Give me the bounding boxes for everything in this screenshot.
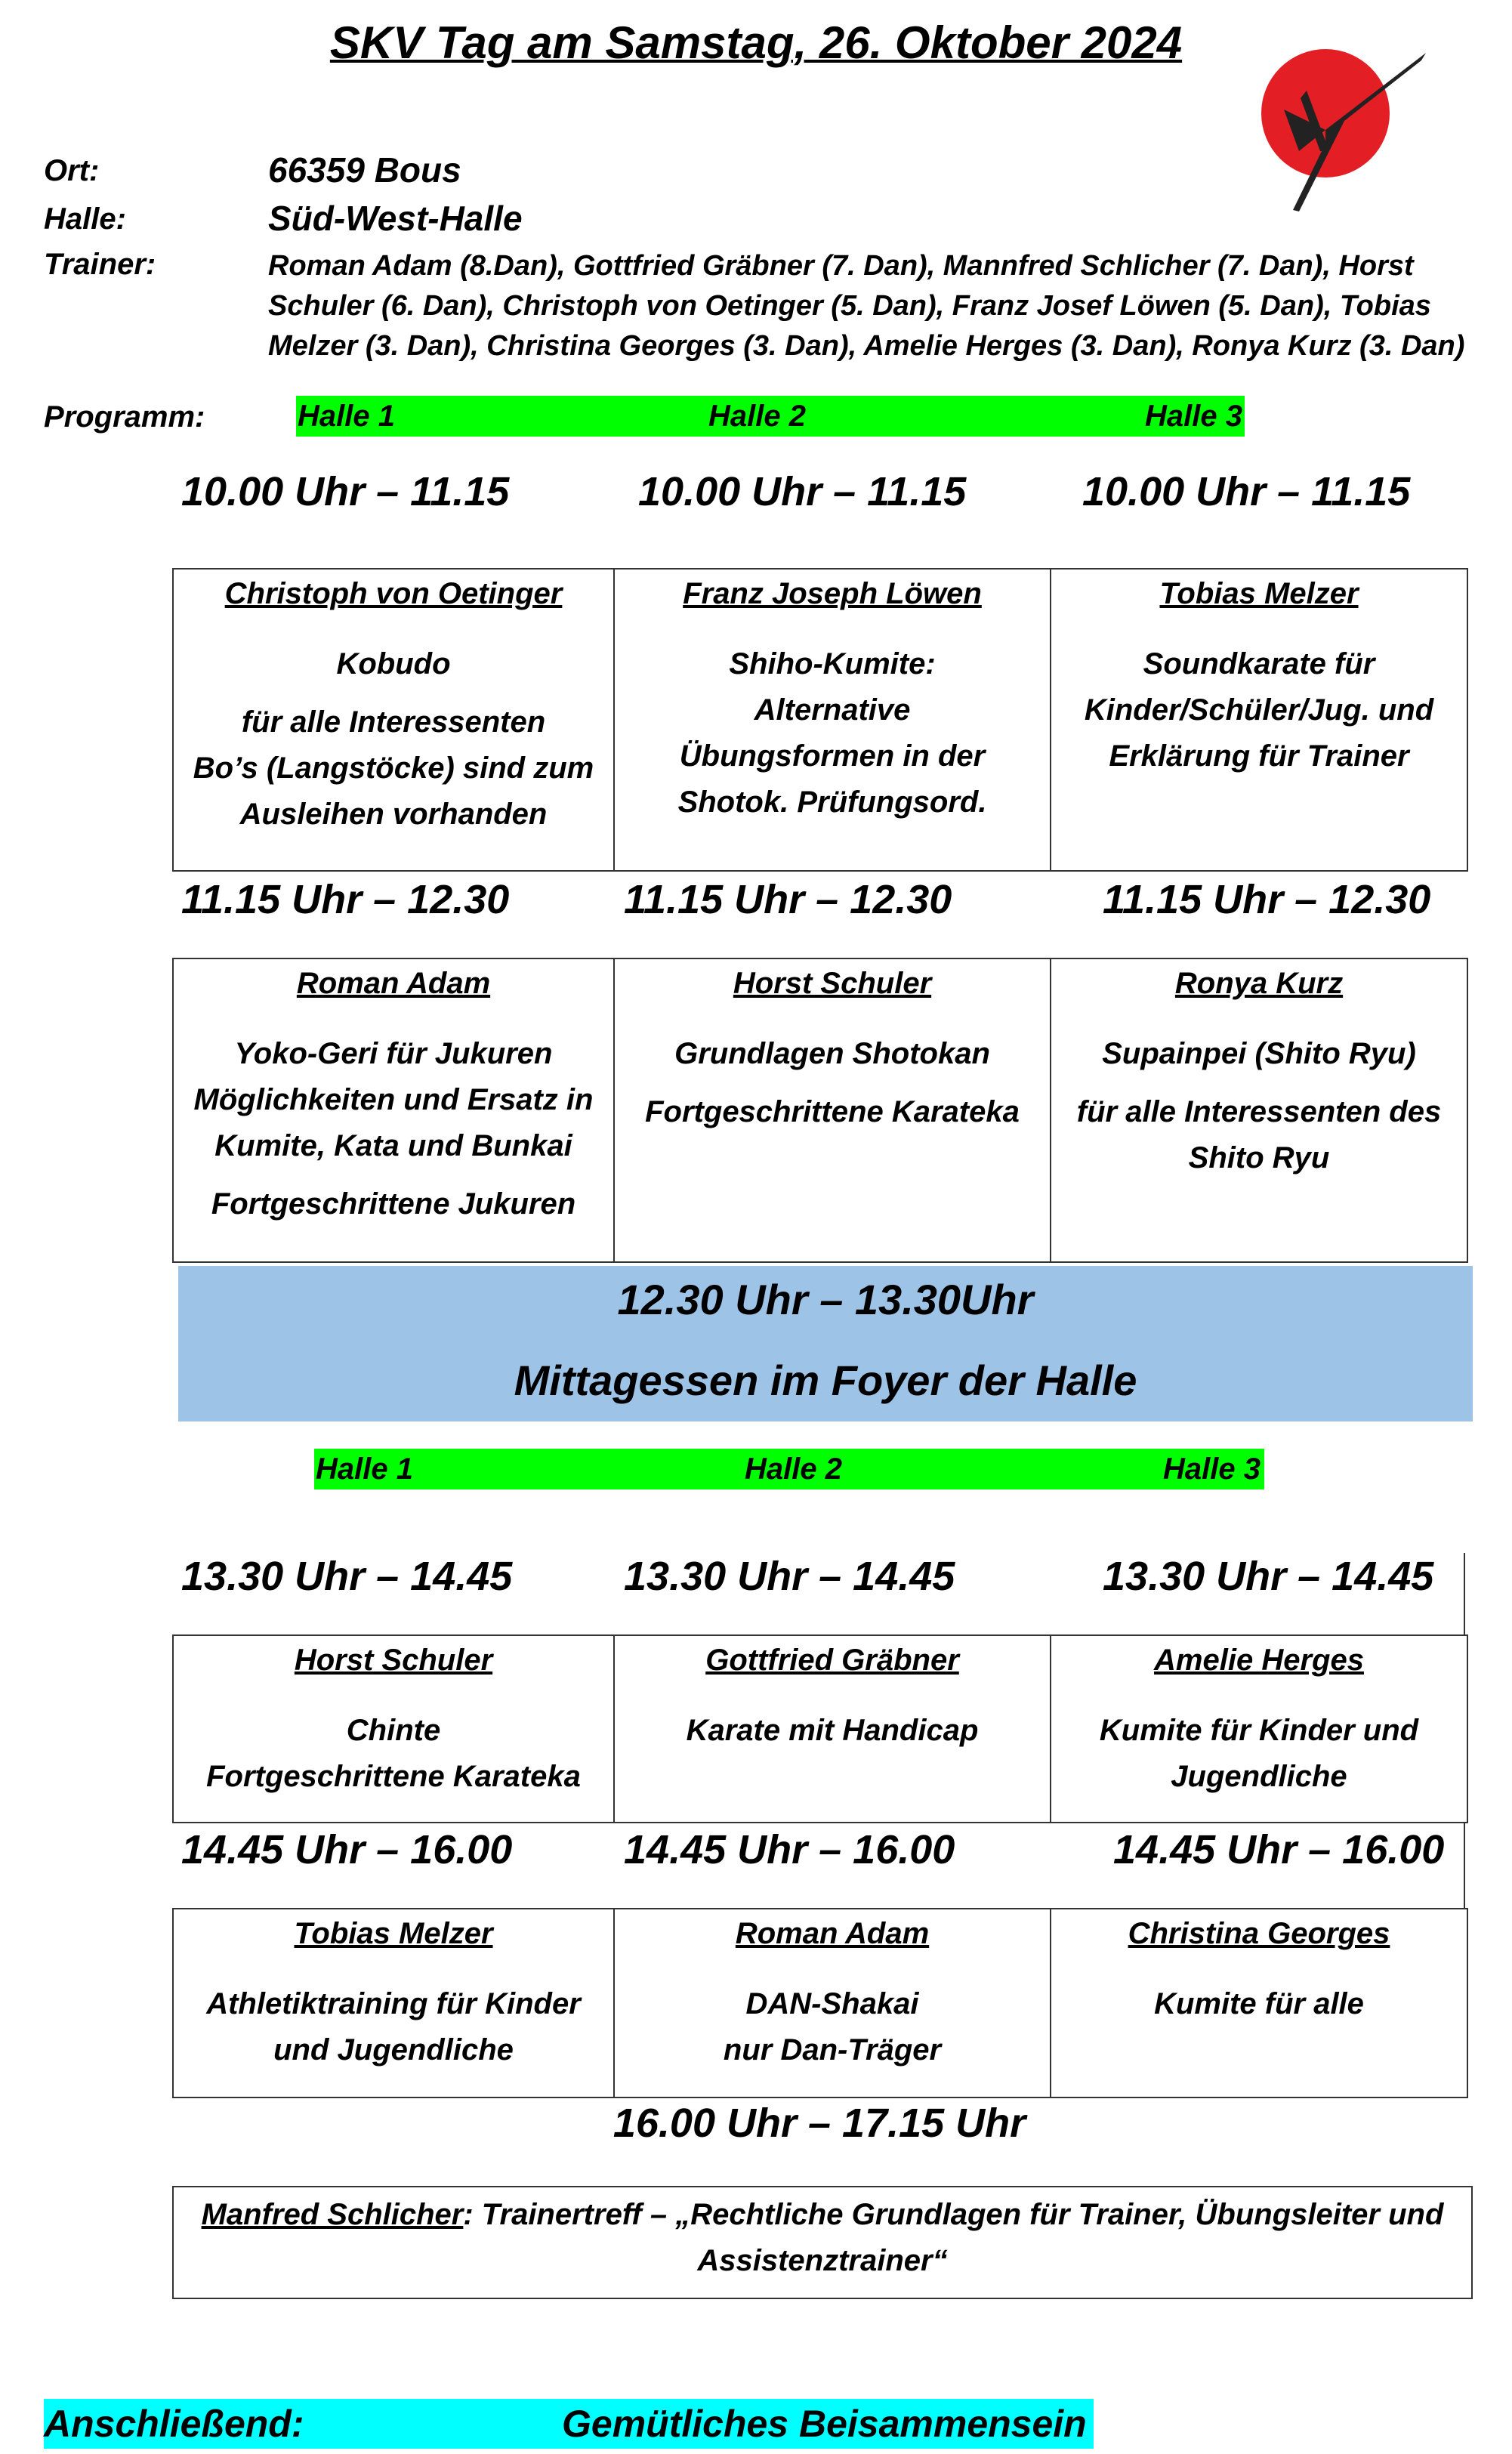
session-trainer: Christoph von Oetinger bbox=[224, 577, 563, 610]
divider bbox=[1464, 1553, 1465, 1634]
session-text: Yoko-Geri für Jukuren bbox=[234, 1037, 553, 1070]
hall-3-label: Halle 3 bbox=[1145, 400, 1242, 433]
time-slot: 11.15 Uhr – 12.30 bbox=[624, 877, 952, 922]
session-text: Karate mit Handicap bbox=[686, 1714, 979, 1747]
hall-1-label: Halle 1 bbox=[316, 1452, 413, 1486]
trainer-label: Trainer: bbox=[44, 248, 156, 281]
session-trainer: Tobias Melzer bbox=[1159, 577, 1359, 610]
hall-3-label: Halle 3 bbox=[1163, 1452, 1261, 1486]
session-trainer: Roman Adam bbox=[296, 967, 491, 1000]
halle-value: Süd-West-Halle bbox=[268, 199, 523, 238]
session-text: Fortgeschrittene Karateka bbox=[645, 1095, 1020, 1128]
trainer-list: Roman Adam (8.Dan), Gottfried Gräbner (7. Dan), Mannfred Schlicher (7. Dan), Horst Schuler (6. Dan), Christoph von Oetinger (5. Dan), Franz Josef Löwen (5. Dan), Tobias Melzer (3. Dan), Christina Georges (3. Dan), Amelie Herges (3. Dan), Ronya Kurz (3. Dan) bbox=[268, 250, 1465, 362]
session-text: für alle Interessenten bbox=[241, 705, 546, 739]
time-slot: 10.00 Uhr – 11.15 bbox=[638, 469, 967, 514]
session-text: Kumite für Kinder und bbox=[1099, 1714, 1419, 1747]
ort-label: Ort: bbox=[44, 154, 100, 187]
session-text: Erklärung für Trainer bbox=[1109, 739, 1409, 773]
ort-value: 66359 Bous bbox=[268, 150, 461, 190]
lunch-time: 12.30 Uhr – 13.30Uhr bbox=[617, 1276, 1034, 1323]
footer-text: Gemütliches Beisammensein bbox=[562, 2403, 1087, 2445]
hall-header-bar bbox=[296, 396, 1245, 437]
session-text: Shiho-Kumite: bbox=[729, 647, 936, 681]
session-table bbox=[172, 1634, 1468, 1823]
session-text: Übungsformen in der bbox=[679, 739, 986, 773]
karate-kick-logo-icon bbox=[1254, 38, 1435, 219]
session-cell bbox=[173, 569, 614, 871]
session-text: Chinte bbox=[346, 1714, 441, 1747]
session-text: Kinder/Schüler/Jug. und bbox=[1084, 693, 1434, 727]
time-slot: 10.00 Uhr – 11.15 bbox=[1082, 469, 1411, 514]
session-trainer: Ronya Kurz bbox=[1174, 967, 1344, 1000]
session-trainer: Horst Schuler bbox=[733, 967, 932, 1000]
time-slot: 14.45 Uhr – 16.00 bbox=[624, 1827, 955, 1872]
session-trainer: Gottfried Gräbner bbox=[705, 1644, 959, 1677]
session-text: Bo’s (Langstöcke) sind zum bbox=[193, 752, 594, 785]
session-cell bbox=[173, 1909, 614, 2097]
session-text: für alle Interessenten des bbox=[1076, 1095, 1442, 1128]
session-text: Kobudo bbox=[336, 647, 451, 681]
session-text: nur Dan-Träger bbox=[723, 2033, 942, 2067]
time-slot: 11.15 Uhr – 12.30 bbox=[1103, 877, 1431, 922]
session-text: und Jugendliche bbox=[273, 2033, 514, 2067]
session-cell bbox=[614, 569, 1051, 871]
time-slot: 13.30 Uhr – 14.45 bbox=[181, 1554, 513, 1599]
session-text: Möglichkeiten und Ersatz in bbox=[193, 1083, 594, 1116]
session-text: Kumite, Kata und Bunkai bbox=[214, 1129, 572, 1162]
hall-header-bar bbox=[314, 1449, 1264, 1489]
session-table bbox=[172, 958, 1468, 1263]
session-table bbox=[172, 1908, 1468, 2098]
time-slot: 13.30 Uhr – 14.45 bbox=[624, 1554, 955, 1599]
time-slot: 14.45 Uhr – 16.00 bbox=[181, 1827, 513, 1872]
session-trainer: Amelie Herges bbox=[1154, 1644, 1364, 1677]
time-slot: 13.30 Uhr – 14.45 bbox=[1103, 1554, 1434, 1599]
time-slot: 14.45 Uhr – 16.00 bbox=[1113, 1827, 1445, 1872]
footer-label: Anschließend: bbox=[44, 2403, 304, 2445]
session-text: Jugendliche bbox=[1171, 1760, 1347, 1793]
session-text: Soundkarate für bbox=[1143, 647, 1375, 681]
session-cell bbox=[1051, 1909, 1467, 2097]
session-cell bbox=[1051, 569, 1467, 871]
session-text: Supainpei (Shito Ryu) bbox=[1102, 1037, 1416, 1070]
session-cell bbox=[614, 958, 1051, 1262]
hall-2-label: Halle 2 bbox=[745, 1452, 842, 1486]
final-session bbox=[172, 2186, 1473, 2299]
session-trainer: Horst Schuler bbox=[294, 1644, 493, 1677]
session-text: Grundlagen Shotokan bbox=[674, 1037, 990, 1070]
session-text: Kumite für alle bbox=[1154, 1987, 1364, 2020]
session-text: Fortgeschrittene Karateka bbox=[206, 1760, 581, 1793]
session-cell bbox=[173, 1635, 614, 1823]
session-text: Shito Ryu bbox=[1188, 1141, 1330, 1175]
session-text: DAN-Shakai bbox=[745, 1987, 919, 2020]
session-trainer: Franz Joseph Löwen bbox=[683, 577, 982, 610]
final-text: : Trainertreff – „Rechtliche Grundlagen für Trainer, Übungsleiter und Assistenztrainer“ bbox=[463, 2198, 1444, 2277]
session-trainer: Roman Adam bbox=[735, 1917, 930, 1950]
lunch-banner bbox=[178, 1266, 1473, 1421]
session-cell bbox=[614, 1635, 1051, 1823]
session-table bbox=[172, 568, 1468, 872]
final-trainer: Manfred Schlicher bbox=[201, 2198, 464, 2231]
time-slot: 11.15 Uhr – 12.30 bbox=[181, 877, 510, 922]
hall-1-label: Halle 1 bbox=[298, 400, 395, 433]
programm-label: Programm: bbox=[44, 400, 205, 434]
session-text: Athletiktraining für Kinder bbox=[206, 1987, 581, 2020]
session-text: Shotok. Prüfungsord. bbox=[677, 786, 987, 819]
page-title: SKV Tag am Samstag, 26. Oktober 2024 bbox=[329, 17, 1183, 68]
session-trainer: Tobias Melzer bbox=[294, 1917, 493, 1950]
footer-bar bbox=[44, 2399, 1094, 2449]
session-trainer: Christina Georges bbox=[1128, 1917, 1390, 1950]
session-cell bbox=[1051, 1635, 1467, 1823]
halle-label: Halle: bbox=[44, 202, 126, 236]
session-cell bbox=[614, 1909, 1051, 2097]
session-text: Fortgeschrittene Jukuren bbox=[211, 1187, 576, 1221]
session-text: Ausleihen vorhanden bbox=[239, 798, 548, 831]
session-text: Alternative bbox=[754, 693, 911, 727]
time-slot: 16.00 Uhr – 17.15 Uhr bbox=[613, 2101, 1026, 2146]
session-cell bbox=[173, 958, 614, 1262]
divider bbox=[1464, 1823, 1465, 1908]
session-cell bbox=[1051, 958, 1467, 1262]
lunch-text: Mittagessen im Foyer der Halle bbox=[514, 1357, 1137, 1404]
time-slot: 10.00 Uhr – 11.15 bbox=[181, 469, 510, 514]
hall-2-label: Halle 2 bbox=[708, 400, 806, 433]
